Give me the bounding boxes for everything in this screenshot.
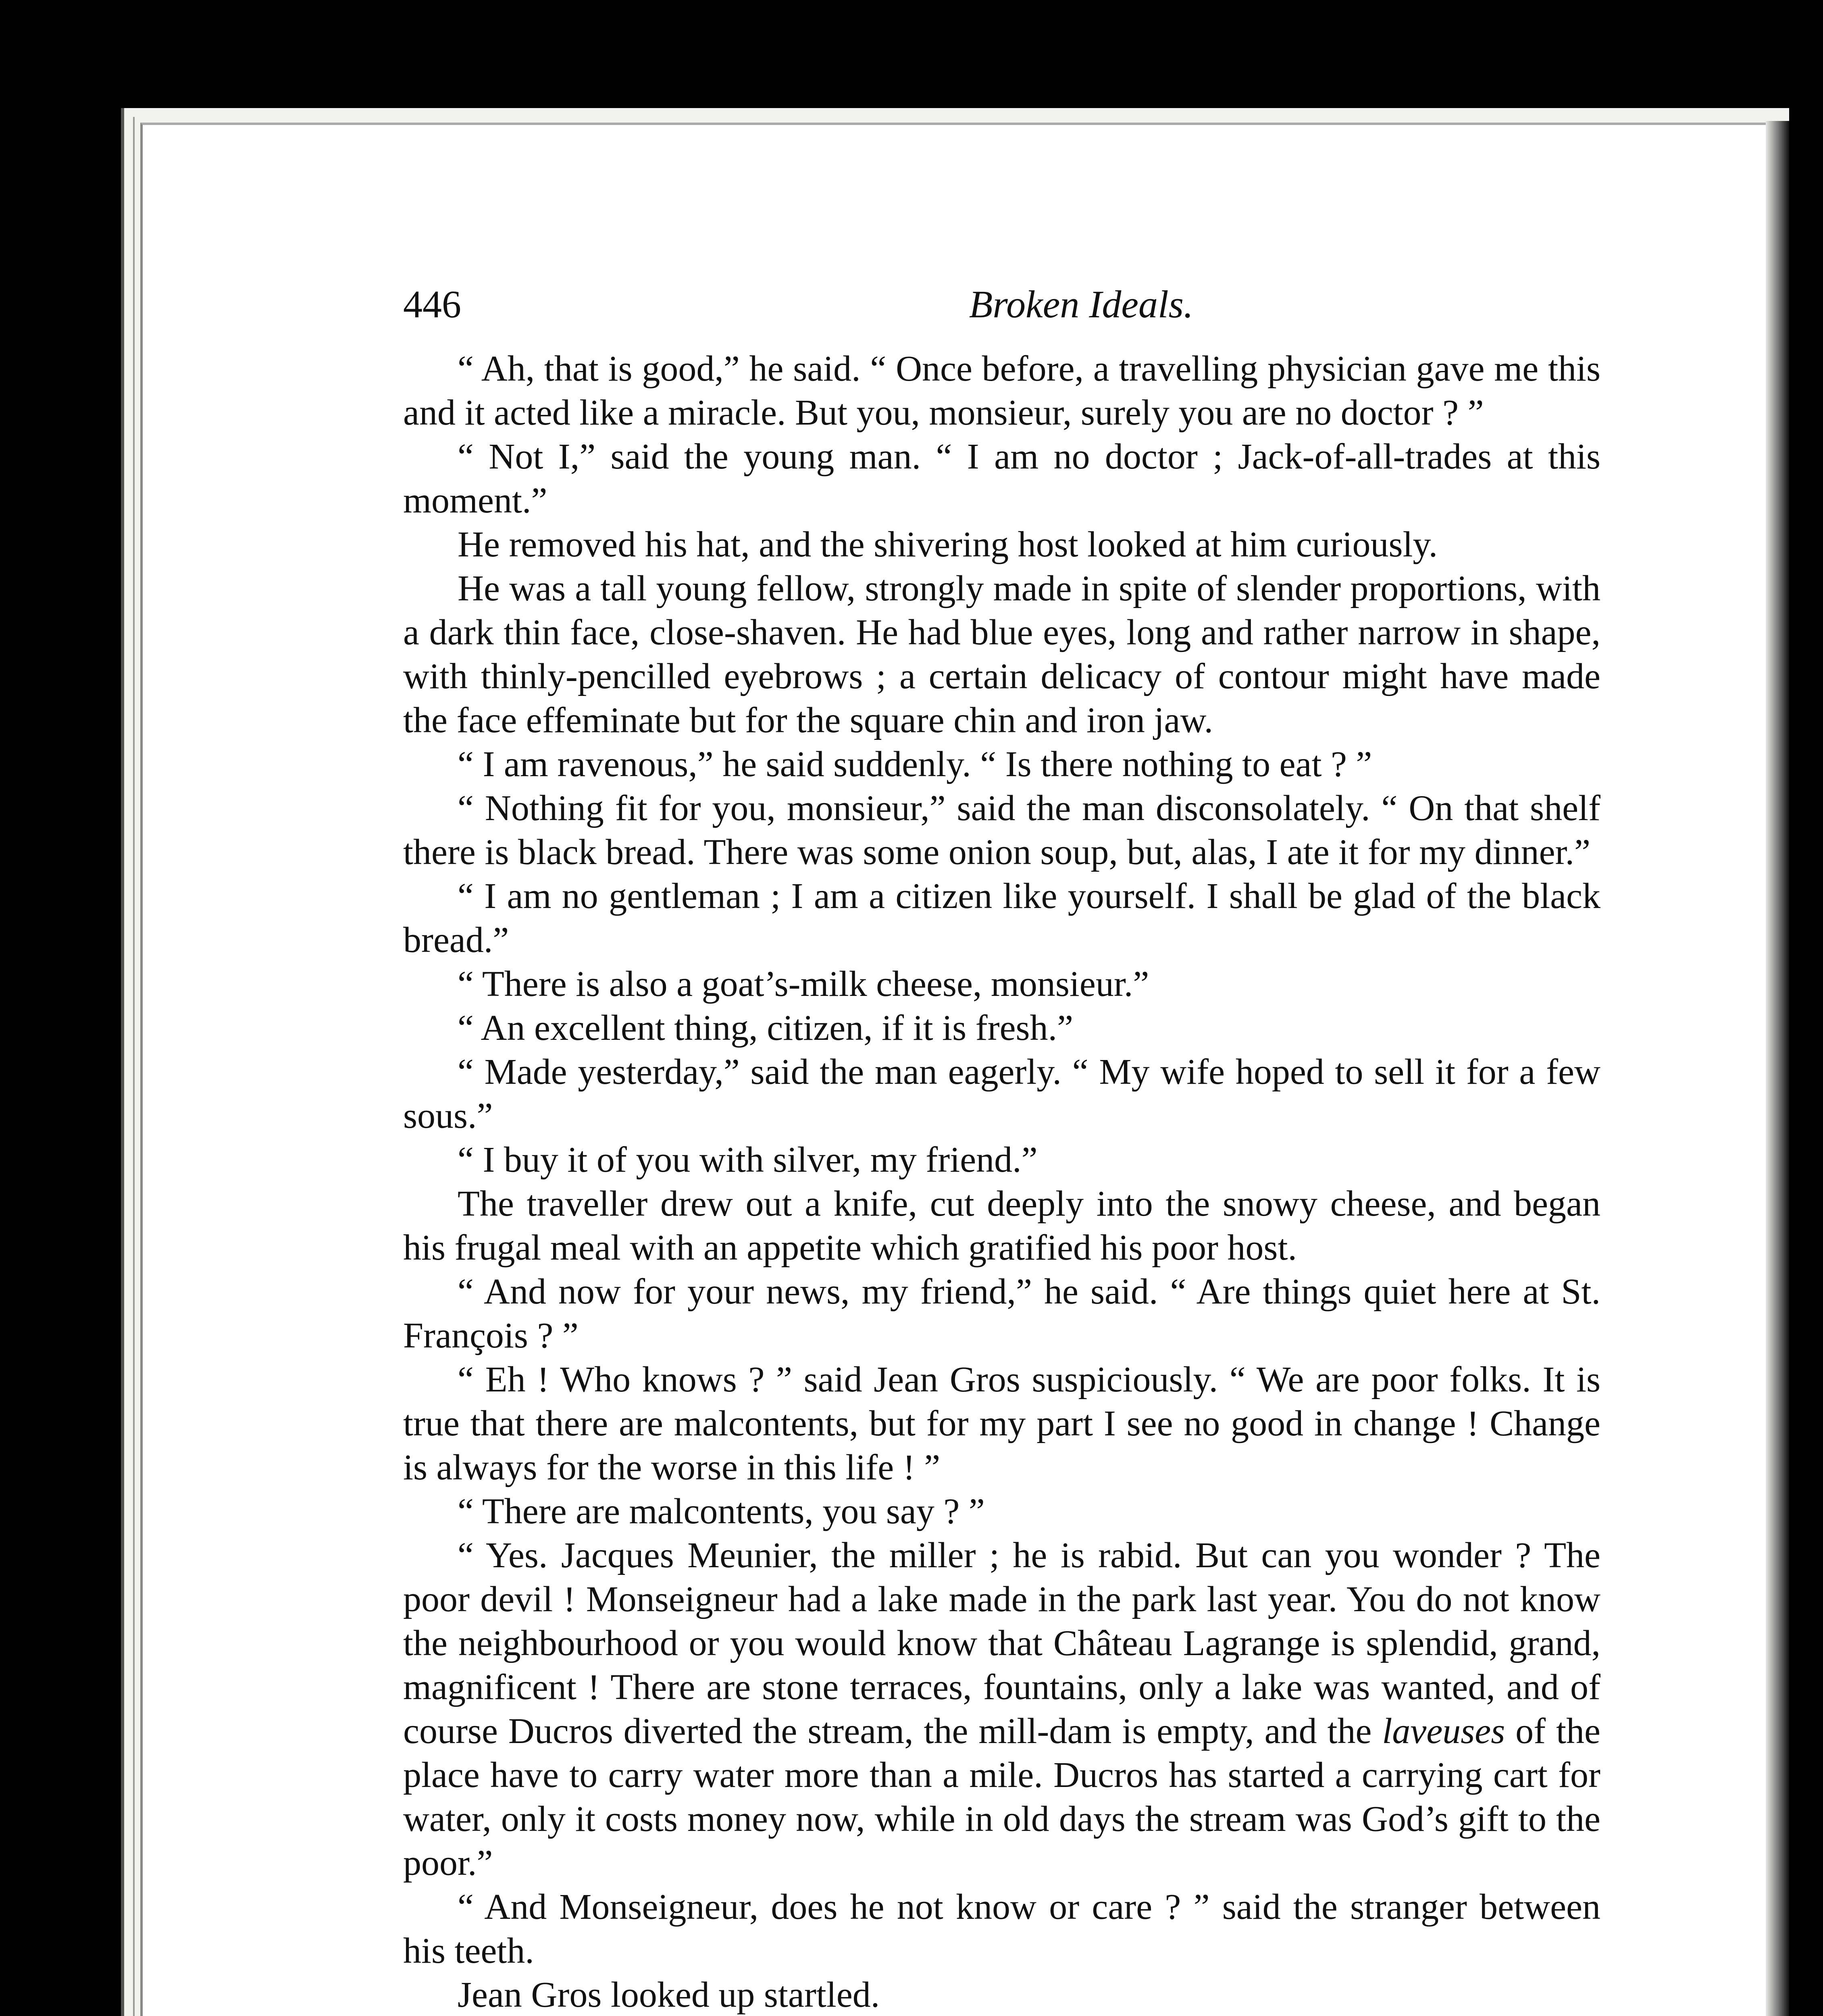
paragraph: “ Eh ! Who knows ? ” said Jean Gros suspiciously. “ We are poor folks. It is true that there are malcontents, but for my part I see no good in change ! Change is always for the worse in this life ! ” — [403, 1360, 1600, 1487]
paragraph: The traveller drew out a knife, cut deeply into the snowy cheese, and began his frugal meal with an appetite which gratified his poor host. — [403, 1184, 1600, 1268]
paragraph: “ I am no gentleman ; I am a citizen like yourself. I shall be glad of the black bread.” — [403, 876, 1600, 960]
page-text — [403, 282, 1600, 2016]
paragraph: He was a tall young fellow, strongly made in spite of slender proportions, with a dark thin face, close-shaven. He had blue eyes, long and rather narrow in shape, with thinly-pencilled eyebrows ; a certain delicacy of contour might have made the face effeminate but for the square chin and iron jaw. — [403, 569, 1600, 740]
page-gutter-line — [133, 117, 135, 2016]
italic-word: laveuses — [1382, 1711, 1505, 1751]
paragraph — [403, 1533, 1600, 1885]
paragraph: He removed his hat, and the shivering host looked at him curiously. — [458, 525, 1438, 564]
page-number: 446 — [403, 283, 461, 326]
paragraph: “ There is also a goat’s-milk cheese, monsieur.” — [458, 964, 1149, 1004]
paragraph: “ I am ravenous,” he said suddenly. “ Is there nothing to eat ? ” — [458, 744, 1372, 784]
facing-page-edge — [1766, 121, 1789, 2016]
paragraph: “ And Monseigneur, does he not know or care ? ” said the stranger between his teeth. — [403, 1887, 1600, 1971]
paragraph: “ Not I,” said the young man. “ I am no doctor ; Jack-of-all-trades at this moment.” — [403, 437, 1600, 521]
paragraph: “ Made yesterday,” said the man eagerly. “ My wife hoped to sell it for a few sous.” — [403, 1052, 1600, 1136]
paragraph: “ Ah, that is good,” he said. “ Once before, a travelling physician gave me this and it acted like a miracle. But you, monsieur, surely you are no doctor ? ” — [403, 349, 1600, 433]
paragraph-text: of the place have to carry water more than a mile. Ducros has started a carrying cart for water, only it costs money now, while in old days the stream was God’s gift to the poor.” — [403, 1711, 1601, 1883]
paragraph: Jean Gros looked up startled. — [458, 1975, 880, 2015]
paragraph: “ There are malcontents, you say ? ” — [458, 1491, 985, 1531]
paragraph: “ An excellent thing, citizen, if it is fresh.” — [458, 1008, 1074, 1048]
paragraph: “ I buy it of you with silver, my friend.” — [458, 1140, 1038, 1180]
running-title: Broken Ideals. — [969, 283, 1193, 326]
paragraph: “ Nothing fit for you, monsieur,” said the man disconsolately. “ On that shelf there is black bread. There was some onion soup, but, alas, I ate it for my dinner.” — [403, 788, 1600, 872]
running-head — [403, 282, 1600, 335]
paragraph: “ And now for your news, my friend,” he said. “ Are things quiet here at St. François ? ” — [403, 1272, 1600, 1356]
paragraph-text: “ Yes. Jacques Meunier, the miller ; he is rabid. But can you wonder ? The poor devil ! Monseigneur had a lake made in the park last year. You do not know the neighbourhood or you would know that Château Lagrange is splendid, grand, magnificent ! There are stone terraces, fountains, only a lake was wanted, and of course Ducros diverted the stream, the mill-dam is empty, and the — [403, 1535, 1600, 1751]
